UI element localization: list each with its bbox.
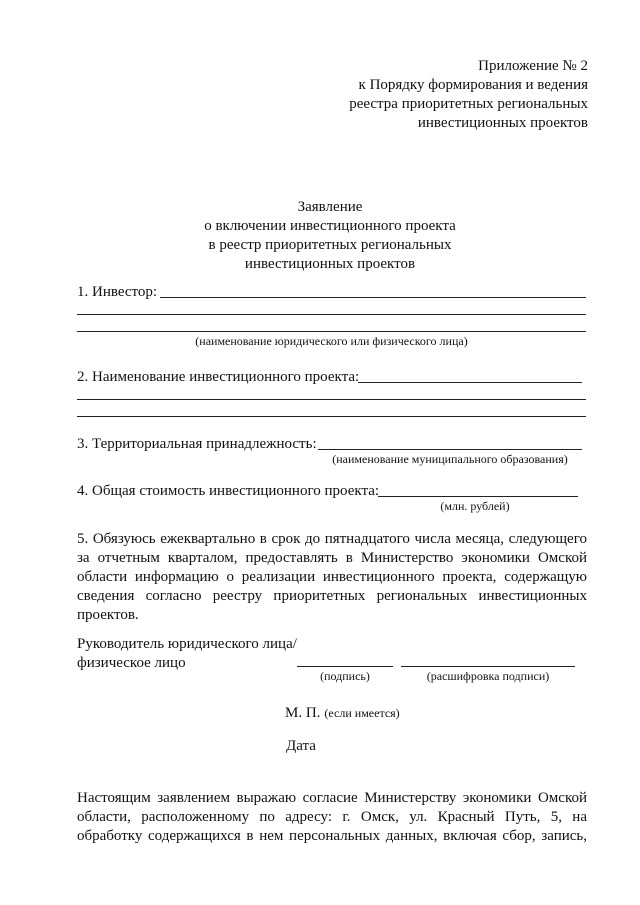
total-cost-input-line[interactable] bbox=[378, 496, 578, 497]
paragraph-line: проектов. bbox=[77, 607, 139, 623]
project-name-label: 2. Наименование инвестиционного проекта: bbox=[77, 369, 360, 385]
signature-input-line[interactable] bbox=[297, 666, 393, 667]
investor-label: 1. Инвестор: bbox=[77, 284, 158, 300]
signatory-line: физическое лицо bbox=[77, 655, 186, 671]
obligation-paragraph bbox=[77, 530, 587, 625]
stamp-label: М. П. bbox=[285, 705, 321, 721]
appendix-header bbox=[268, 57, 588, 133]
title-line: инвестиционных проектов bbox=[244, 256, 416, 272]
total-cost-caption: (млн. рублей) bbox=[440, 499, 510, 513]
document-title bbox=[130, 198, 530, 274]
total-cost-label: 4. Общая стоимость инвестиционного проекта: bbox=[77, 483, 380, 499]
paragraph-line: сведения согласно реестру приоритетных региональных инвестиционных bbox=[77, 588, 587, 604]
date-label: Дата bbox=[286, 738, 316, 754]
project-name-input-line-2[interactable] bbox=[77, 399, 586, 400]
paragraph-line: за отчетным кварталом, предоставлять в Министерство экономики Омской bbox=[77, 550, 587, 566]
paragraph-line: области информацию о реализации инвестиционного проекта, содержащую bbox=[77, 569, 587, 585]
investor-input-line-2[interactable] bbox=[77, 314, 586, 315]
signatory-label bbox=[77, 635, 297, 673]
appendix-line: реестра приоритетных региональных bbox=[349, 96, 588, 112]
appendix-line: инвестиционных проектов bbox=[417, 115, 588, 131]
territory-input-line[interactable] bbox=[318, 449, 582, 450]
stamp-placeholder bbox=[285, 704, 400, 723]
consent-paragraph bbox=[77, 789, 587, 846]
title-line: о включении инвестиционного проекта bbox=[204, 218, 456, 234]
territory-caption: (наименование муниципального образования) bbox=[332, 452, 568, 466]
signature-decode-input-line[interactable] bbox=[401, 666, 575, 667]
appendix-line: к Порядку формирования и ведения bbox=[358, 77, 588, 93]
appendix-line: Приложение № 2 bbox=[478, 58, 588, 74]
paragraph-line: области, расположенному по адресу: г. Омск, ул. Красный Путь, 5, на bbox=[77, 809, 587, 825]
stamp-note: (если имеется) bbox=[324, 706, 400, 720]
investor-input-line-3[interactable] bbox=[77, 331, 586, 332]
project-name-input-line-3[interactable] bbox=[77, 416, 586, 417]
signatory-line: Руководитель юридического лица/ bbox=[77, 636, 297, 652]
investor-input-line[interactable] bbox=[160, 297, 586, 298]
title-line: в реестр приоритетных региональных bbox=[208, 237, 452, 253]
paragraph-line: обработку содержащихся в нем персональных данных, включая сбор, запись, bbox=[77, 828, 587, 844]
investor-caption: (наименование юридического или физического лица) bbox=[195, 334, 468, 348]
signature-caption: (подпись) bbox=[320, 669, 370, 683]
territory-label: 3. Территориальная принадлежность: bbox=[77, 436, 317, 452]
title-line: Заявление bbox=[297, 199, 363, 215]
paragraph-line: Настоящим заявлением выражаю согласие Министерству экономики Омской bbox=[77, 790, 587, 806]
signature-decode-caption: (расшифровка подписи) bbox=[426, 669, 550, 683]
paragraph-line: 5. Обязуюсь ежеквартально в срок до пятнадцатого числа месяца, следующего bbox=[77, 531, 587, 547]
project-name-input-line[interactable] bbox=[358, 382, 582, 383]
